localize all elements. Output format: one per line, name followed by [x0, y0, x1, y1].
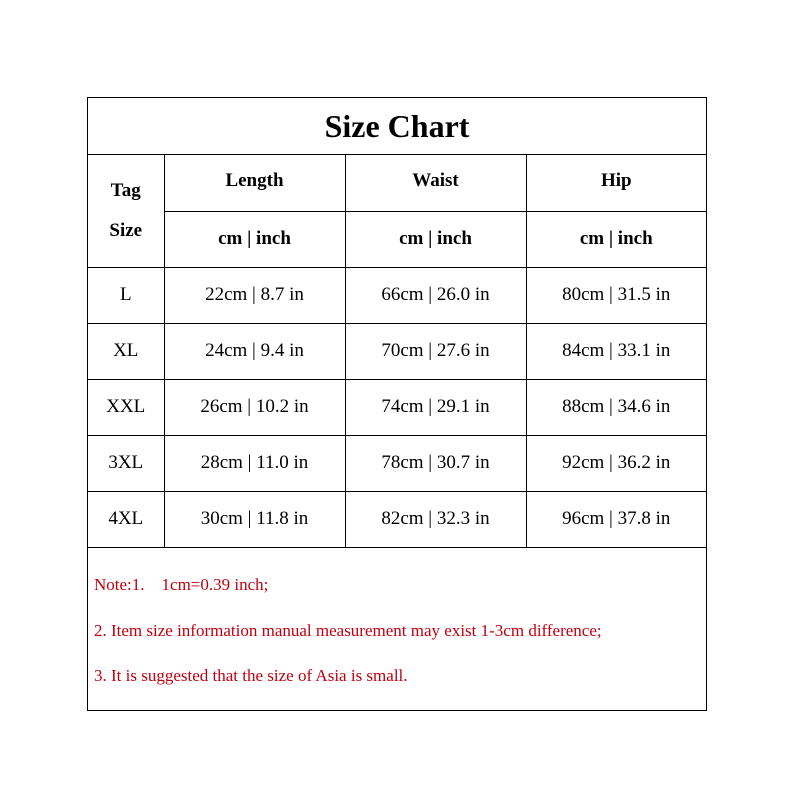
hip-cell: 92cm | 36.2 in — [526, 435, 706, 491]
unit-waist: cm | inch — [345, 211, 526, 267]
tag-size-line1: Tag — [110, 179, 141, 201]
table-row — [88, 323, 706, 379]
tag-size-line2: Size — [109, 219, 143, 241]
hip-cell: 88cm | 34.6 in — [526, 379, 706, 435]
hip-cell: 96cm | 37.8 in — [526, 491, 706, 547]
length-cell: 24cm | 9.4 in — [164, 323, 345, 379]
unit-length: cm | inch — [164, 211, 345, 267]
table-row — [88, 491, 706, 547]
note-line-3: 3. It is suggested that the size of Asia is small. — [94, 666, 408, 685]
table-unit-row — [88, 211, 706, 267]
unit-hip: cm | inch — [526, 211, 706, 267]
chart-title: Size Chart — [88, 98, 706, 155]
tag-cell: XXL — [88, 379, 164, 435]
note-line-2: 2. Item size information manual measurement may exist 1-3cm difference; — [94, 621, 602, 640]
table-row — [88, 435, 706, 491]
waist-cell: 78cm | 30.7 in — [345, 435, 526, 491]
hip-cell: 84cm | 33.1 in — [526, 323, 706, 379]
table-row — [88, 267, 706, 323]
table-header-row — [88, 155, 706, 211]
waist-cell: 74cm | 29.1 in — [345, 379, 526, 435]
length-cell: 28cm | 11.0 in — [164, 435, 345, 491]
size-chart — [87, 97, 707, 711]
length-cell: 26cm | 10.2 in — [164, 379, 345, 435]
waist-cell: 82cm | 32.3 in — [345, 491, 526, 547]
note-line-1: Note:1. 1cm=0.39 inch; — [94, 575, 269, 594]
waist-cell: 66cm | 26.0 in — [345, 267, 526, 323]
waist-cell: 70cm | 27.6 in — [345, 323, 526, 379]
column-header-hip: Hip — [526, 155, 706, 211]
size-table — [88, 155, 706, 548]
tag-cell: L — [88, 267, 164, 323]
tag-cell: XL — [88, 323, 164, 379]
tag-size-header — [88, 155, 164, 267]
length-cell: 30cm | 11.8 in — [164, 491, 345, 547]
column-header-waist: Waist — [345, 155, 526, 211]
tag-cell: 4XL — [88, 491, 164, 547]
hip-cell: 80cm | 31.5 in — [526, 267, 706, 323]
column-header-length: Length — [164, 155, 345, 211]
length-cell: 22cm | 8.7 in — [164, 267, 345, 323]
tag-cell: 3XL — [88, 435, 164, 491]
table-row — [88, 379, 706, 435]
